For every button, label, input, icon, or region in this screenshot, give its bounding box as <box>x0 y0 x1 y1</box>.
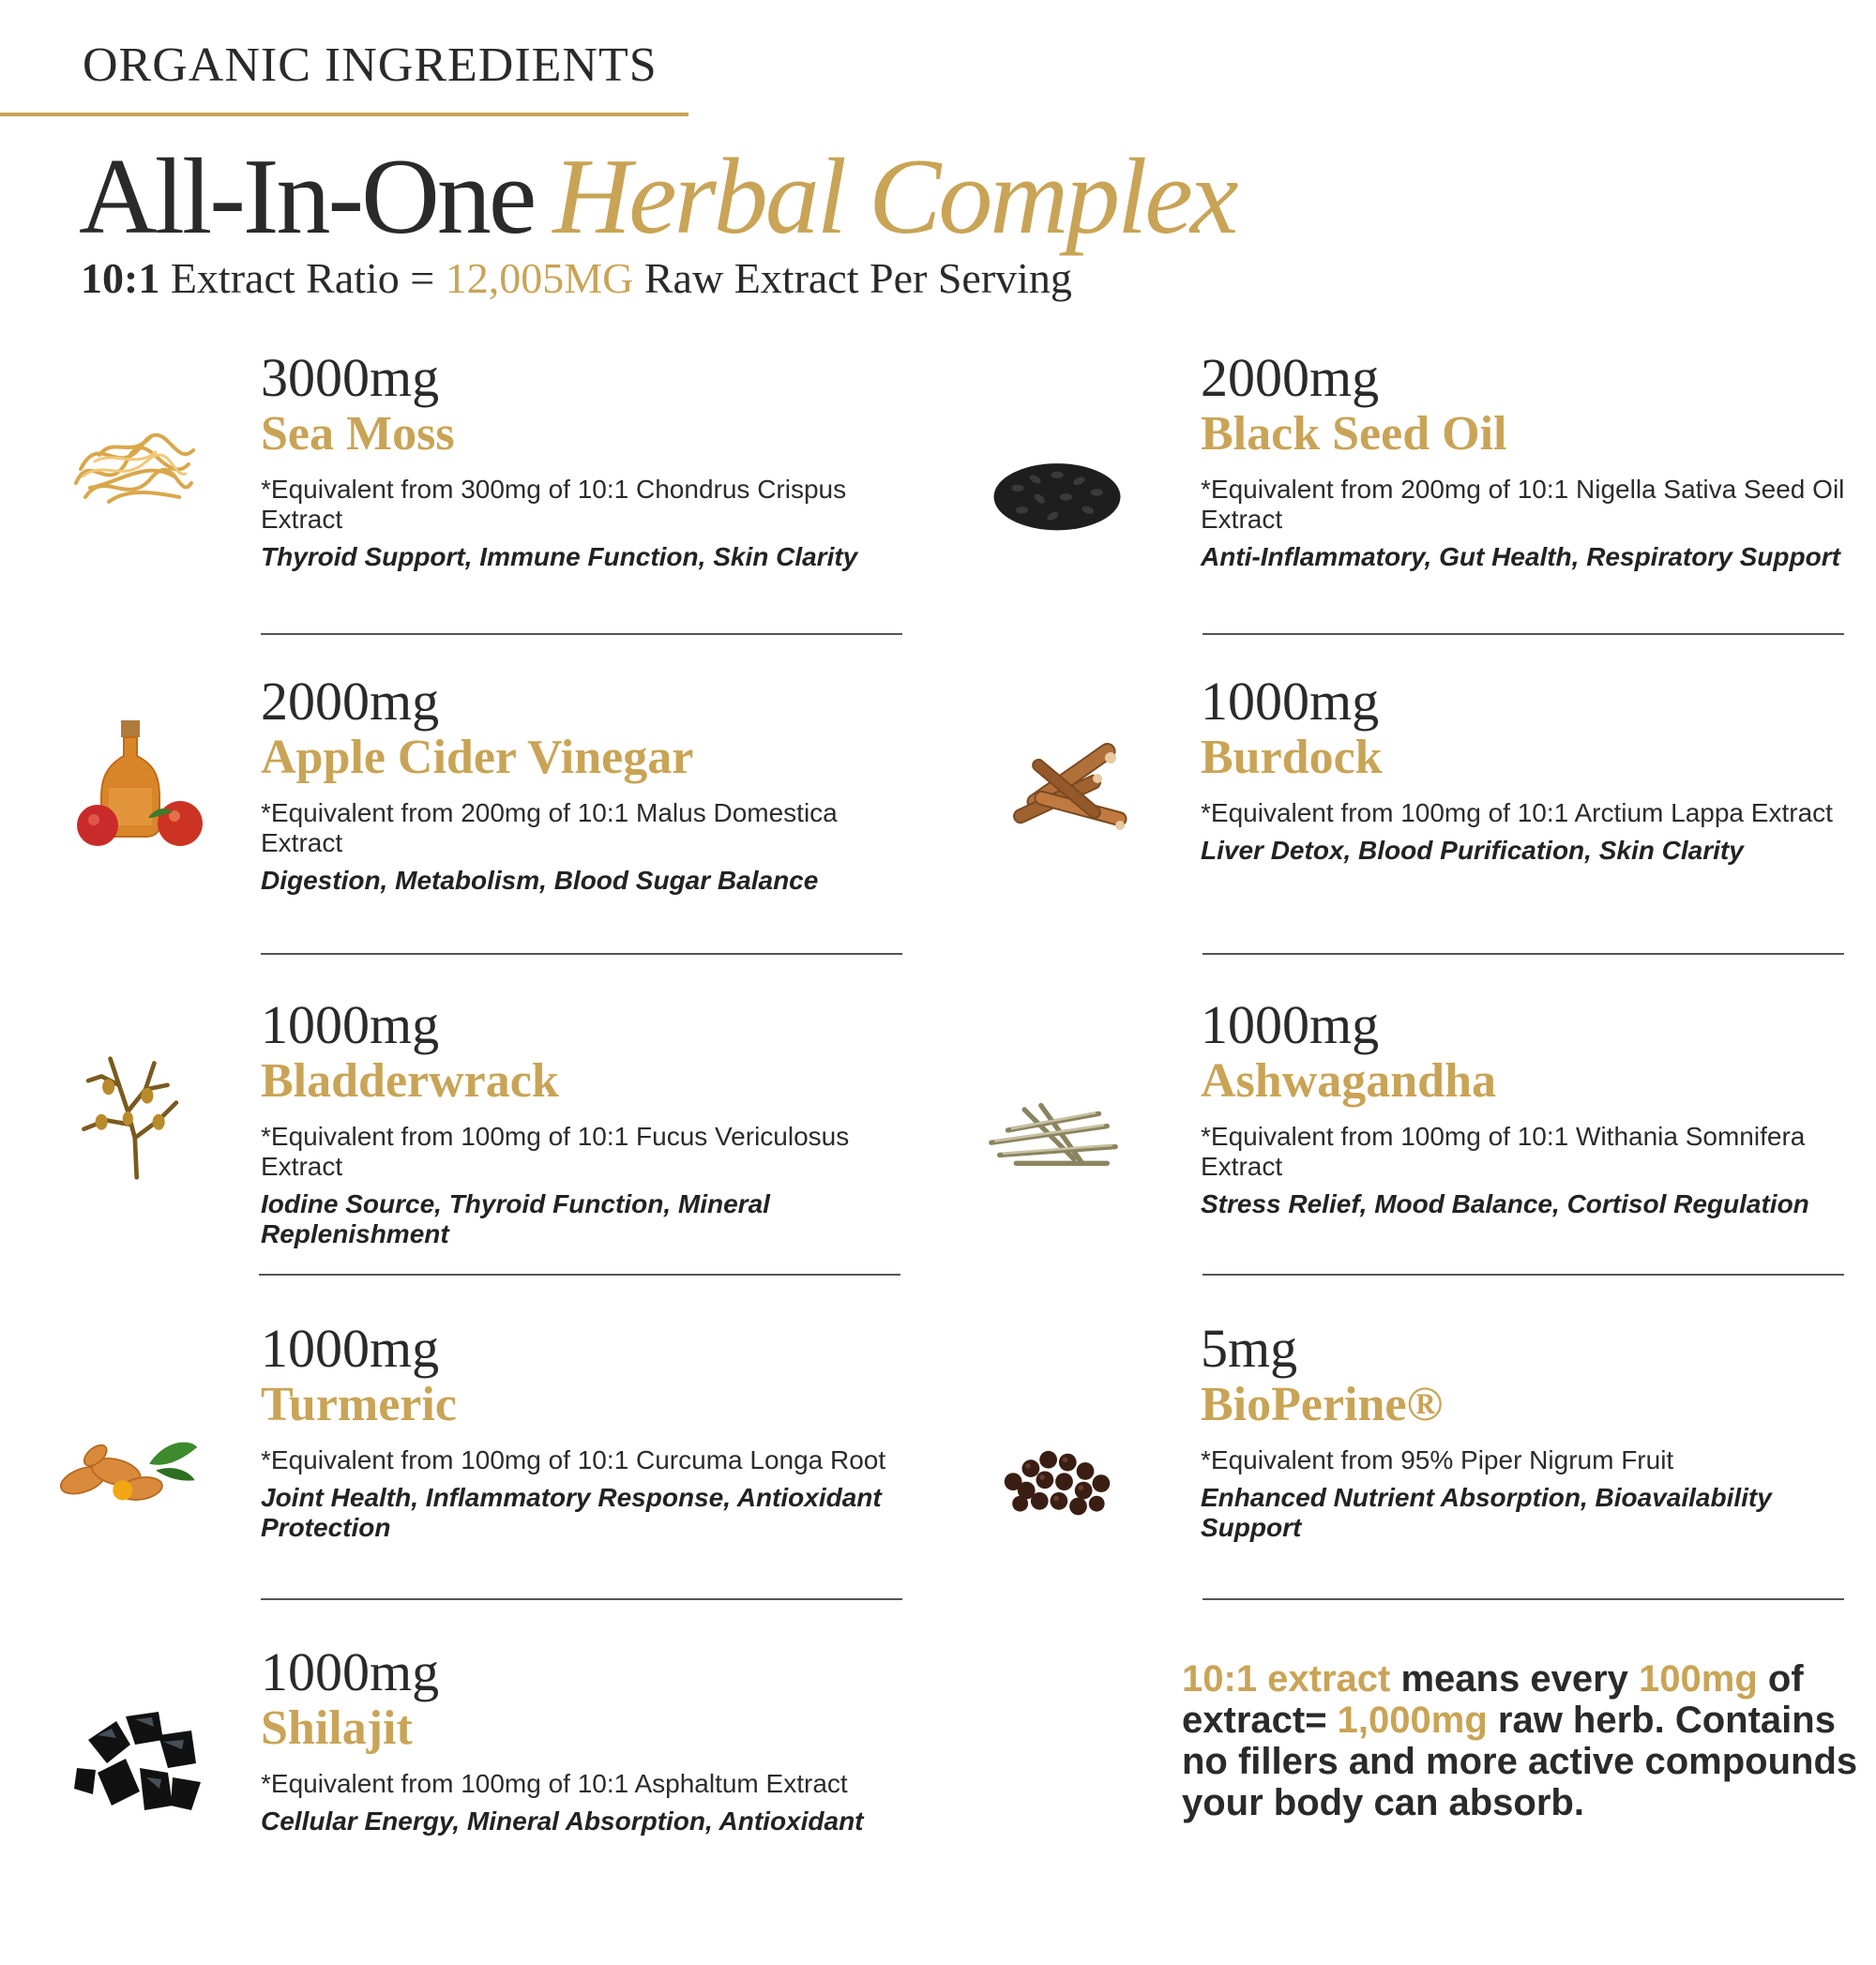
subtitle <box>81 253 1072 303</box>
burdock-root-icon <box>996 722 1137 863</box>
ingredient-name: Black Seed Oil <box>1201 407 1507 461</box>
ingredient-item <box>261 994 917 1318</box>
note-part-6: raw herb. Contains no fillers and more active compounds your body can absorb. <box>1182 1700 1858 1823</box>
note-part-4: of extract= <box>1182 1658 1804 1741</box>
ingredient-dose: 1000mg <box>1201 671 1380 732</box>
divider <box>261 1598 902 1600</box>
ingredient-benefits: Joint Health, Inflammatory Response, Antioxidant Protection <box>261 1483 882 1542</box>
ingredient-dose: 2000mg <box>1201 347 1380 408</box>
ingredient-name: Ashwagandha <box>1201 1054 1497 1108</box>
note-part-3: 100mg <box>1639 1658 1758 1700</box>
ingredient-name: Burdock <box>1201 731 1383 784</box>
ingredient-item <box>1201 671 1857 994</box>
shilajit-icon <box>69 1693 210 1834</box>
divider <box>261 953 902 955</box>
apple-vinegar-icon <box>69 713 210 854</box>
ingredient-equivalent: *Equivalent from 100mg of 10:1 Fucus Vericulosus Extract <box>261 1122 850 1181</box>
ingredient-dose: 1000mg <box>261 1641 440 1702</box>
left-ingredient-list <box>261 347 917 1965</box>
ingredient-benefits: Anti-Inflammatory, Gut Health, Respiratory Support <box>1201 542 1840 571</box>
subtitle-text-1: Extract Ratio = <box>170 254 435 302</box>
ashwagandha-root-icon <box>983 1060 1124 1201</box>
ingredient-dose: 2000mg <box>261 671 440 732</box>
divider <box>259 1274 900 1276</box>
ingredient-item <box>1201 347 1857 671</box>
ingredient-name: Sea Moss <box>261 407 455 461</box>
ingredient-benefits: Digestion, Metabolism, Blood Sugar Balance <box>261 866 819 895</box>
ingredient-equivalent: *Equivalent from 300mg of 10:1 Chondrus Crispus Extract <box>261 475 847 534</box>
sea-moss-icon <box>62 394 203 535</box>
right-ingredient-list <box>1201 347 1857 1641</box>
black-pepper-icon <box>987 1407 1127 1548</box>
turmeric-icon <box>58 1398 199 1538</box>
black-seed-icon <box>987 422 1127 563</box>
divider <box>261 633 902 635</box>
ingredient-item <box>261 1318 917 1641</box>
divider <box>1203 1598 1844 1600</box>
divider <box>1203 953 1844 955</box>
note-part-5: 1,000mg <box>1337 1700 1488 1741</box>
ingredient-item <box>261 671 917 994</box>
title-accent: Herbal Complex <box>552 137 1236 257</box>
note-part-1: 10:1 extract <box>1182 1658 1391 1700</box>
note-part-2: means every <box>1390 1658 1640 1700</box>
ingredient-item <box>1201 1318 1857 1641</box>
ingredient-equivalent: *Equivalent from 100mg of 10:1 Asphaltum Extract <box>261 1769 848 1798</box>
extract-note <box>1182 1658 1867 1823</box>
ingredient-name: Shilajit <box>261 1701 413 1755</box>
ingredient-benefits: Enhanced Nutrient Absorption, Bioavailability Support <box>1201 1483 1772 1542</box>
ingredient-item <box>261 347 917 671</box>
eyebrow-label: ORGANIC INGREDIENTS <box>83 38 658 92</box>
subtitle-amount: 12,005MG <box>445 254 634 302</box>
ingredient-name: BioPerine® <box>1201 1378 1444 1431</box>
ingredient-equivalent: *Equivalent from 100mg of 10:1 Curcuma Longa Root <box>261 1445 886 1474</box>
ingredient-dose: 1000mg <box>1201 994 1380 1055</box>
ingredient-equivalent: *Equivalent from 100mg of 10:1 Withania Somnifera Extract <box>1201 1122 1806 1181</box>
ingredient-benefits: Iodine Source, Thyroid Function, Mineral Replenishment <box>261 1189 770 1248</box>
ingredient-benefits: Stress Relief, Mood Balance, Cortisol Regulation <box>1201 1189 1809 1218</box>
bladderwrack-icon <box>62 1041 203 1182</box>
ingredient-name: Turmeric <box>261 1378 457 1431</box>
ingredient-benefits: Thyroid Support, Immune Function, Skin Clarity <box>261 542 858 571</box>
eyebrow-rule <box>0 113 688 116</box>
ingredient-equivalent: *Equivalent from 95% Piper Nigrum Fruit <box>1201 1445 1674 1474</box>
ingredient-equivalent: *Equivalent from 100mg of 10:1 Arctium Lappa Extract <box>1201 798 1833 827</box>
title-main: All-In-One <box>79 137 535 257</box>
ingredient-benefits: Liver Detox, Blood Purification, Skin Clarity <box>1201 836 1744 865</box>
divider <box>1203 633 1844 635</box>
divider <box>1203 1274 1844 1276</box>
ingredient-equivalent: *Equivalent from 200mg of 10:1 Malus Domestica Extract <box>261 798 838 857</box>
page-title <box>79 131 1235 263</box>
ingredient-item <box>1201 994 1857 1318</box>
subtitle-ratio: 10:1 <box>81 254 160 302</box>
ingredient-dose: 1000mg <box>261 994 440 1055</box>
ingredient-item <box>261 1641 917 1965</box>
ingredient-name: Bladderwrack <box>261 1054 559 1108</box>
ingredient-benefits: Cellular Energy, Mineral Absorption, Antioxidant <box>261 1806 864 1836</box>
ingredient-dose: 1000mg <box>261 1318 440 1379</box>
ingredient-equivalent: *Equivalent from 200mg of 10:1 Nigella Sativa Seed Oil Extract <box>1201 475 1845 534</box>
ingredient-dose: 3000mg <box>261 347 440 408</box>
subtitle-text-2: Raw Extract Per Serving <box>643 254 1072 302</box>
ingredient-dose: 5mg <box>1201 1318 1298 1379</box>
ingredient-name: Apple Cider Vinegar <box>261 731 694 784</box>
